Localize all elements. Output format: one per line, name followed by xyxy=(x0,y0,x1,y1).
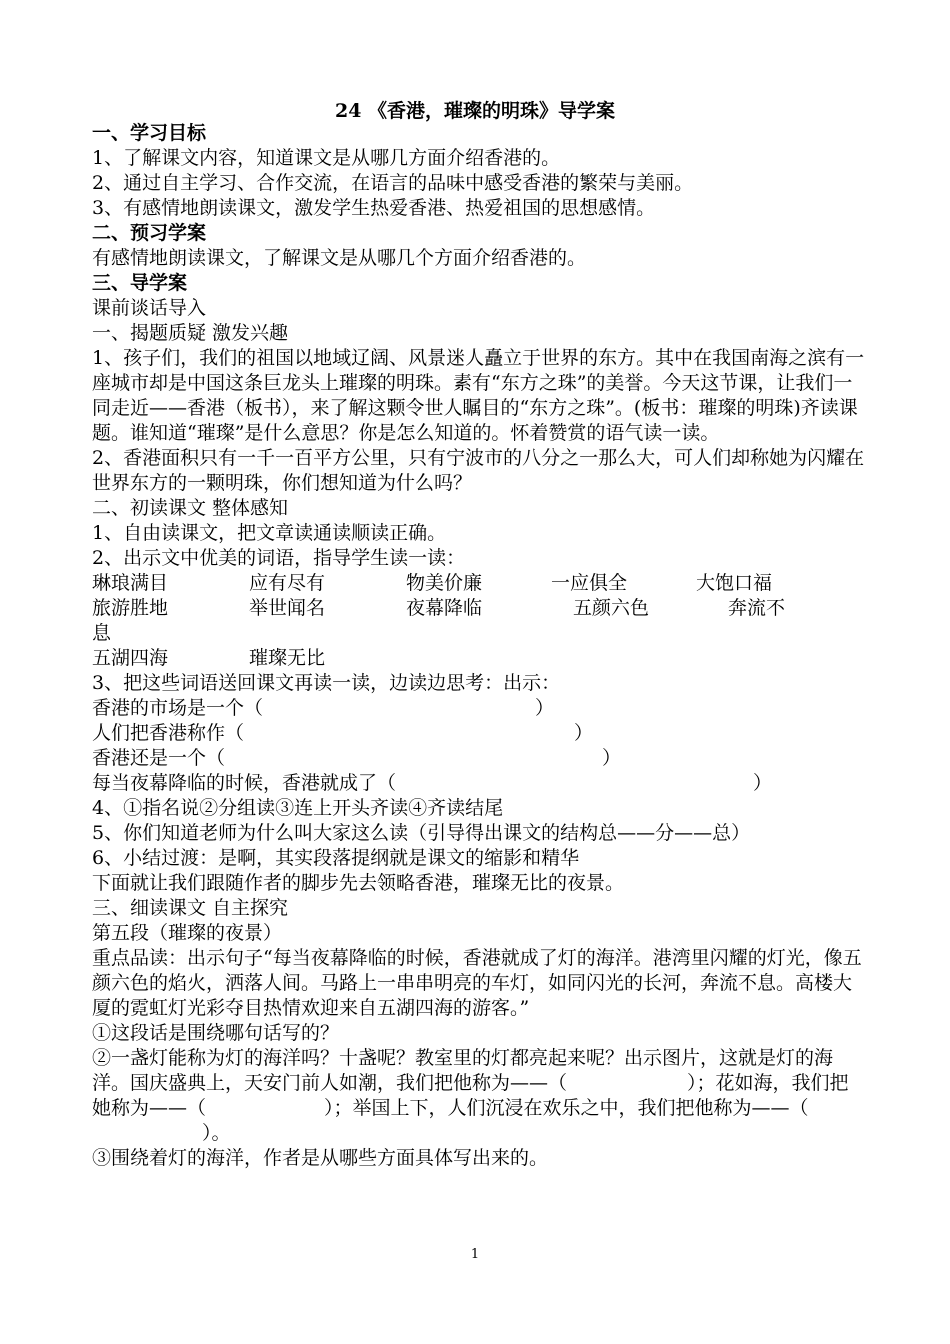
fill-blank-prompt: 香港还是一个（ xyxy=(92,747,226,769)
intro-text: 课前谈话导入 xyxy=(92,297,207,319)
fill-blank-prompt: 人们把香港称作（ xyxy=(92,722,245,744)
step-text: 6、小结过渡：是啊，其实段落提纲就是课文的缩影和精华 xyxy=(92,847,580,869)
part-heading: 三、细读课文 自主探究 xyxy=(92,897,289,919)
goal-item: 3、有感情地朗读课文，激发学生热爱香港、热爱祖国的思想感情。 xyxy=(92,197,656,219)
step-text: 2、出示文中优美的词语，指导学生读一读： xyxy=(92,547,466,569)
paragraph: 2、香港面积只有一千一百平方公里，只有宁波市的八分之一那么大，可人们却称她为闪耀在世界东方的一颗明珠，你们想知道为什么吗？ xyxy=(92,447,865,494)
step-text: 5、你们知道老师为什么叫大家这么读（引导得出课文的结构总——分——总） xyxy=(92,822,751,844)
fill-blank-line xyxy=(92,696,867,721)
vocab-word: 举世闻名 xyxy=(249,597,326,619)
vocab-word: 旅游胜地 xyxy=(92,597,169,619)
document-title: 24 《香港，璀璨的明珠》导学案 xyxy=(334,100,616,122)
question-text: ）；举国上下，人们沉浸在欢乐之中，我们把他称为——（ xyxy=(324,1097,809,1119)
question: ③围绕着灯的海洋，作者是从哪些方面具体写出来的。 xyxy=(92,1147,549,1169)
vocab-word: 奔流不 xyxy=(728,597,786,619)
section-heading-goals: 一、学习目标 xyxy=(92,122,207,144)
question-text: ）；花如海，我们把她称为——（ xyxy=(92,1072,849,1119)
fill-blank-line xyxy=(92,771,867,796)
document-body xyxy=(92,121,867,1171)
question: ①这段话是围绕哪句话写的？ xyxy=(92,1022,340,1044)
fill-blank-prompt: 香港的市场是一个（ xyxy=(92,697,264,719)
paragraph-label: 第五段（璀璨的夜景） xyxy=(92,922,283,944)
question xyxy=(92,1046,867,1146)
fill-blank-close: ） xyxy=(535,697,555,719)
vocab-word: 大饱口福 xyxy=(696,572,773,594)
step-text: 1、自由读课文，把文章读通读顺读正确。 xyxy=(92,522,447,544)
part-heading: 一、揭题质疑 激发兴趣 xyxy=(92,322,289,344)
fill-blank-close: ） xyxy=(574,722,594,744)
fill-blank-line xyxy=(92,721,867,746)
word-row xyxy=(92,646,867,671)
goal-item: 1、了解课文内容，知道课文是从哪几方面介绍香港的。 xyxy=(92,147,561,169)
page-number: 1 xyxy=(470,1247,480,1262)
preview-text: 有感情地朗读课文，了解课文是从哪几个方面介绍香港的。 xyxy=(92,247,587,269)
part-heading: 二、初读课文 整体感知 xyxy=(92,497,289,519)
fill-blank-close: ） xyxy=(602,747,622,769)
step-text: 3、把这些词语送回课文再读一读，边读边思考：出示： xyxy=(92,672,561,694)
vocab-word-tail: 息 xyxy=(92,622,112,644)
vocab-word: 璀璨无比 xyxy=(249,647,326,669)
word-row xyxy=(92,596,867,621)
section-heading-guide: 三、导学案 xyxy=(92,272,188,294)
fill-blank-close: ） xyxy=(753,772,773,794)
word-row xyxy=(92,571,867,596)
step-text: 4、①指名说②分组读③连上开头齐读④齐读结尾 xyxy=(92,797,504,819)
fill-blank-line xyxy=(92,746,867,771)
vocab-word: 物美价廉 xyxy=(406,572,483,594)
vocab-word: 五湖四海 xyxy=(92,647,169,669)
goal-item: 2、通过自主学习、合作交流，在语言的品味中感受香港的繁荣与美丽。 xyxy=(92,172,694,194)
vocab-word: 一应俱全 xyxy=(551,572,628,594)
question-text: ）。 xyxy=(202,1122,231,1144)
question-text: ②一盏灯能称为灯的海洋吗？十盏呢？教室里的灯都亮起来呢？出示图片，这就是灯的海洋。国庆盛典上，天安门前人如潮，我们把他称为——（ xyxy=(92,1047,834,1094)
step-text: 下面就让我们跟随作者的脚步先去领略香港，璀璨无比的夜景。 xyxy=(92,872,625,894)
vocab-word: 夜幕降临 xyxy=(406,597,483,619)
vocab-word: 琳琅满目 xyxy=(92,572,169,594)
section-heading-preview: 二、预习学案 xyxy=(92,222,207,244)
fill-blank-prompt: 每当夜幕降临的时候，香港就成了（ xyxy=(92,772,397,794)
vocab-word: 应有尽有 xyxy=(249,572,326,594)
paragraph: 1、孩子们，我们的祖国以地域辽阔、风景迷人矗立于世界的东方。其中在我国南海之滨有一座城市却是中国这条巨龙头上璀璨的明珠。素有“东方之珠”的美誉。今天这节课，让我们一同走近——香港（板书），来了解这颗令世人瞩目的“东方之珠”。(板书：璀璨的明珠)齐读课题。谁知道“璀璨”是什么意思？你是怎么知道的。怀着赞赏的语气读一读。 xyxy=(92,347,865,444)
vocab-word: 五颜六色 xyxy=(573,597,650,619)
focus-quote: 重点品读：出示句子“每当夜幕降临的时候，香港就成了灯的海洋。港湾里闪耀的灯光，像五颜六色的焰火，洒落人间。马路上一串串明亮的车灯，如同闪光的长河，奔流不息。高楼大厦的霓虹灯光彩夺目热情欢迎来自五湖四海的游客。” xyxy=(92,947,862,1019)
